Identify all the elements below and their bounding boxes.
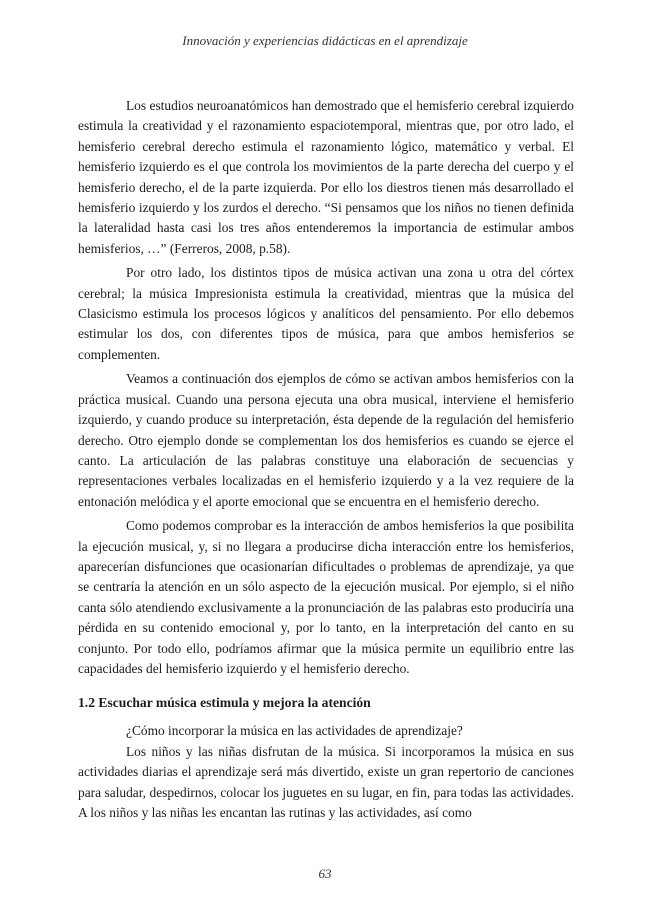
page-number: 63 [318,866,332,881]
paragraph-tipos-musica: Por otro lado, los distintos tipos de música activan una zona u otra del córtex cerebral; la música Impresionista estimula la creatividad, mientras que la música del Clasicismo estimula los procesos lógicos y analíticos del pensamiento. Por ello debemos estimular los dos, con diferentes tipos de música, para que ambos hemisferios se complementen. [78,265,574,362]
page-body [78,96,574,827]
paragraph-interaccion: Como podemos comprobar es la interacción de ambos hemisferios la que posibilita la ejecución musical, y, si no llegara a producirse dicha interacción entre los hemisferios, aparecerían disfunciones que ocasionarían dificultades o problemas de aprendizaje, ya que se centraría la atención en un sólo aspecto de la ejecución musical. Por ejemplo, si el niño canta sólo atendiendo exclusivamente a la pronunciación de las palabras esto produciría una pérdida en su contenido emocional y, por lo tanto, en la interpretación del canto en su conjunto. Por todo ello, podríamos afirmar que la música permite un equilibrio entre las capacidades del hemisferio izquierdo y el hemisferio derecho. [78,518,574,676]
section-question: ¿Cómo incorporar la música en las actividades de aprendizaje? [126,723,463,739]
paragraph-hemisferios: Los estudios neuroanatómicos han demostrado que el hemisferio cerebral izquierdo estimula la creatividad y el razonamiento espaciotemporal, mientras que, por otro lado, el hemisferio cerebral derecho estimula el razonamiento lógico, matemático y verbal. El hemisferio izquierdo es el que controla los movimientos de la parte derecha del cuerpo y el hemisferio derecho, el de la parte izquierda. Por ello los diestros tienen más desarrollado el hemisferio izquierdo y los zurdos el derecho. “Si pensamos que los niños no tienen definida la lateralidad hasta casi los tres años entenderemos la importancia de estimular ambos hemisferios, …” (Ferreros, 2008, p.58). [78,98,574,256]
section-heading: 1.2 Escuchar música estimula y mejora la atención [78,695,371,711]
paragraph-ejemplos: Veamos a continuación dos ejemplos de cómo se activan ambos hemisferios con la práctica musical. Cuando una persona ejecuta una obra musical, interviene el hemisferio izquierdo, y cuando produce su interpretación, ésta depende de la regulación del hemisferio derecho. Otro ejemplo donde se complementan los dos hemisferios es cuando se ejerce el canto. La articulación de las palabras constituye una elaboración de secuencias y representaciones verbales localizadas en el hemisferio izquierdo y a la vez requiere de la entonación melódica y el aporte emocional que se encuentra en el hemisferio derecho. [78,371,574,509]
paragraph-ninos: Los niños y las niñas disfrutan de la música. Si incorporamos la música en sus actividades diarias el aprendizaje será más divertido, existe un gran repertorio de canciones para saludar, despedirnos, colocar los juguetes en su lugar, en fin, para todas las actividades. A los niños y las niñas les encantan las rutinas y las actividades, así como [78,743,574,820]
running-header: Innovación y experiencias didácticas en el aprendizaje [182,33,468,48]
